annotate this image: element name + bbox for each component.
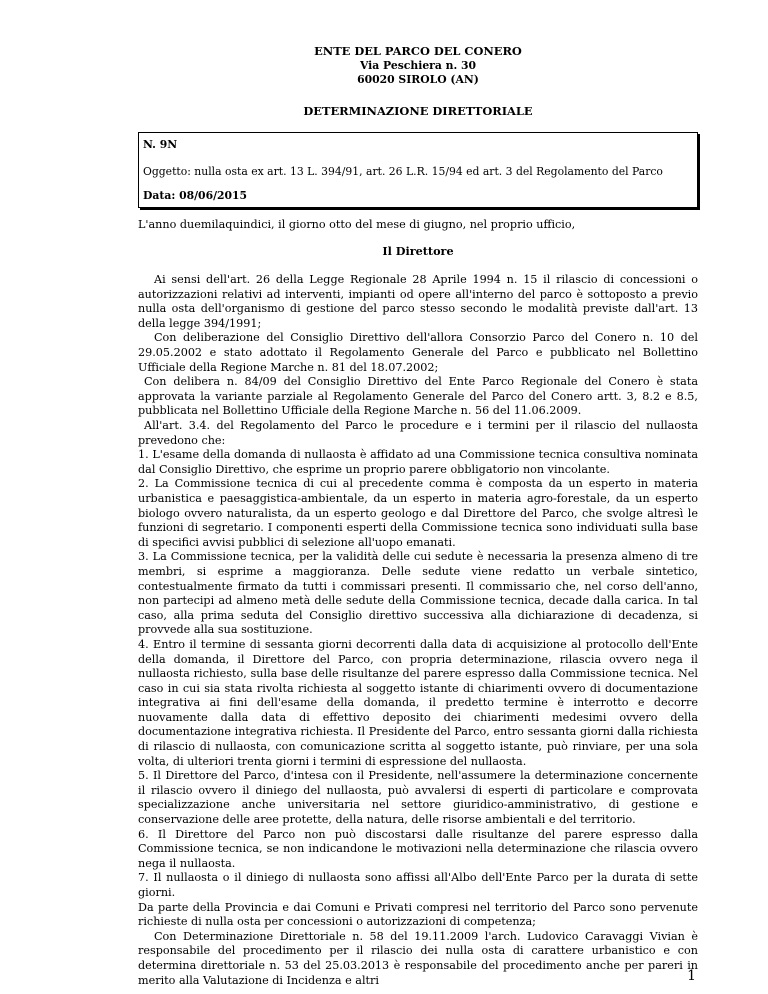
determination-info-box	[138, 132, 698, 208]
intro-line: L'anno duemilaquindici, il giorno otto del mese di giugno, nel proprio ufficio,	[138, 217, 576, 231]
body-paragraph: 6. Il Direttore del Parco non può discostarsi dalle risultanze del parere espresso dalla Commissione tecnica, se non indicandone le motivazioni nella determinazione che rilascia ovvero nega il nullaosta.	[138, 827, 698, 870]
address-street: Via Peschiera n. 30	[359, 58, 477, 72]
document-page	[138, 44, 698, 988]
org-name: ENTE DEL PARCO DEL CONERO	[314, 44, 522, 58]
body-paragraph: Con deliberazione del Consiglio Direttivo dell'allora Consorzio Parco del Conero n. 10 del 29.05.2002 e stato adottato il Regolamento Generale del Parco e pubblicato nel Bollettino Ufficiale della Regione Marche n. 81 del 18.07.2002;	[138, 331, 698, 374]
body-paragraph: 4. Entro il termine di sessanta giorni decorrenti dalla data di acquisizione al protocollo dell'Ente della domanda, il Direttore del Parco, con propria determinazione, rilascia ovvero nega il nullaosta richiesto, sulla base delle risultanze del parere espresso dalla Commissione tecnica. Nel caso in cui sia stata rivolta richiesta al soggetto istante di chiarimenti ovvero di documentazione integrativa ai fini dell'esame della domanda, il predetto termine è interrotto e decorre nuovamente dalla data di effettivo deposito dei chiarimenti medesimi ovvero della documentazione integrativa richiesta. Il Presidente del Parco, entro sessanta giorni dalla richiesta di rilascio di nullaosta, con comunicazione scritta al soggetto istante, può rinviare, per una sola volta, di ulteriori trenta giorni i termini di espressione del nullaosta.	[138, 637, 698, 768]
letterhead	[138, 44, 698, 88]
body-paragraph: Da parte della Provincia e dai Comuni e Privati compresi nel territorio del Parco sono pervenute richieste di nulla osta per concessioni o autorizzazioni di competenza;	[138, 900, 698, 929]
address-city: 60020 SIROLO (AN)	[357, 73, 479, 86]
document-title: DETERMINAZIONE DIRETTORIALE	[303, 103, 533, 118]
determination-date: Data: 08/06/2015	[143, 189, 248, 203]
determination-number: N. 9N	[143, 138, 178, 152]
body-paragraph: 1. L'esame della domanda di nullaosta è affidato ad una Commissione tecnica consultiva nominata dal Consiglio Direttivo, che esprime un proprio parere obbligatorio non vincolante.	[138, 448, 698, 476]
section-heading: Il Direttore	[382, 244, 454, 259]
determination-subject: Oggetto: nulla osta ex art. 13 L. 394/91, art. 26 L.R. 15/94 ed art. 3 del Regolamento del Parco	[143, 164, 663, 178]
body-paragraph: All'art. 3.4. del Regolamento del Parco le procedure e i termini per il rilascio del nullaosta prevedono che:	[138, 419, 698, 447]
body-paragraph: Con delibera n. 84/09 del Consiglio Direttivo del Ente Parco Regionale del Conero è stata approvata la variante parziale al Regolamento Generale del Parco del Conero artt. 3, 8.2 e 8.5, pubblicata nel Bollettino Ufficiale della Regione Marche n. 56 del 11.06.2009.	[138, 375, 698, 418]
body-paragraph: Ai sensi dell'art. 26 della Legge Regionale 28 Aprile 1994 n. 15 il rilascio di concessioni o autorizzazioni relativi ad interventi, impianti od opere all'interno del parco è sottoposto a previo nulla osta dell'organismo di gestione del parco stesso secondo le modalità previste dall'art. 13 della legge 394/1991;	[138, 273, 698, 330]
document-body	[138, 273, 698, 988]
body-paragraph: 2. La Commissione tecnica di cui al precedente comma è composta da un esperto in materia urbanistica e paesaggistica-ambientale, da un esperto in materia agro-forestale, da un esperto biologo ovvero naturalista, da un esperto geologo e dal Direttore del Parco, che svolge altresì le funzioni di segretario. I componenti esperti della Commissione tecnica sono individuati sulla base di specifici avvisi pubblici di selezione all'uopo emanati.	[138, 477, 698, 549]
body-paragraph: 3. La Commissione tecnica, per la validità delle cui sedute è necessaria la presenza almeno di tre membri, si esprime a maggioranza. Delle sedute viene redatto un verbale sintetico, contestualmente firmato da tutti i commissari presenti. Il commissario che, nel corso dell'anno, non partecipi ad almeno metà delle sedute della Commissione tecnica, decade dalla carica. In tal caso, alla prima seduta del Consiglio direttivo successiva alla dichiarazione di decadenza, si provvede alla sua sostituzione.	[138, 550, 698, 637]
page-number: 1	[687, 968, 696, 984]
body-paragraph: 5. Il Direttore del Parco, d'intesa con il Presidente, nell'assumere la determinazione concernente il rilascio ovvero il diniego del nullaosta, può avvalersi di esperti di particolare e comprovata specializzazione anche universitaria nel settore giuridico-amministrativo, di gestione e conservazione delle aree protette, della natura, delle risorse ambientali e del territorio.	[138, 769, 698, 827]
body-paragraph: Con Determinazione Direttoriale n. 58 del 19.11.2009 l'arch. Ludovico Caravaggi Vivian è responsabile del procedimento per il rilascio dei nulla osta di carattere urbanistico e con determina direttoriale n. 53 del 25.03.2013 è responsabile del procedimento anche per pareri in merito alla Valutazione di Incidenza e altri	[138, 929, 698, 987]
body-paragraph: 7. Il nullaosta o il diniego di nullaosta sono affissi all'Albo dell'Ente Parco per la durata di sette giorni.	[138, 871, 698, 899]
